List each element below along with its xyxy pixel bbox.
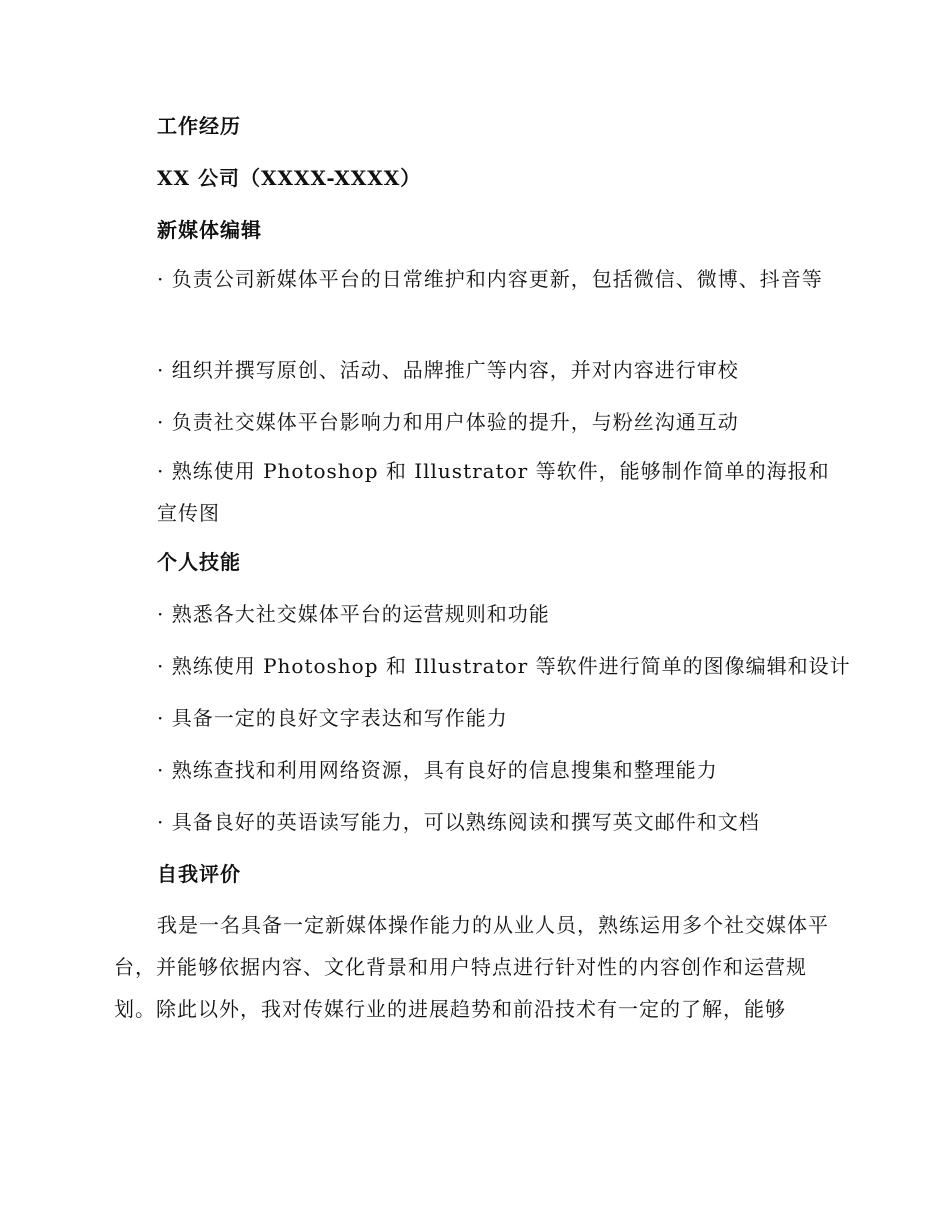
work-item-text: · 负责公司新媒体平台的日常维护和内容更新，包括微信、微博、抖音等 <box>157 267 823 291</box>
company-title: XX 公司（XXXX-XXXX） <box>157 166 422 190</box>
skill-item: · 熟练查找和利用网络资源，具有良好的信息搜集和整理能力 <box>157 758 718 782</box>
skill-item: · 熟悉各大社交媒体平台的运营规则和功能 <box>157 602 550 626</box>
work-item: · 负责社交媒体平台影响力和用户体验的提升，与粉丝沟通互动 <box>157 410 739 434</box>
work-item <box>114 258 830 342</box>
skill-item: · 具备良好的英语读写能力，可以熟练阅读和撰写英文邮件和文档 <box>157 810 760 834</box>
work-item-text: · 熟练使用 Photoshop 和 Illustrator 等软件，能够制作简单的海报和宣传图 <box>157 459 830 525</box>
role-title: 新媒体编辑 <box>157 218 262 242</box>
resume-content <box>114 108 851 1030</box>
self-evaluation-paragraph: 我是一名具备一定新媒体操作能力的从业人员，熟练运用多个社交媒体平台，并能够依据内容、文化背景和用户特点进行针对性的内容创作和运营规划。除此以外，我对传媒行业的进展趋势和前沿技术有一定的了解，能够 <box>114 913 829 1021</box>
skill-item: · 熟练使用 Photoshop 和 Illustrator 等软件进行简单的图像编辑和设计 <box>157 654 851 678</box>
skill-item: · 具备一定的良好文字表达和写作能力 <box>157 706 508 730</box>
work-item: · 组织并撰写原创、活动、品牌推广等内容，并对内容进行审校 <box>157 358 739 382</box>
section-heading-self: 自我评价 <box>157 862 241 886</box>
section-heading-work: 工作经历 <box>157 114 241 138</box>
section-heading-skills: 个人技能 <box>157 550 241 574</box>
work-item <box>114 450 830 534</box>
